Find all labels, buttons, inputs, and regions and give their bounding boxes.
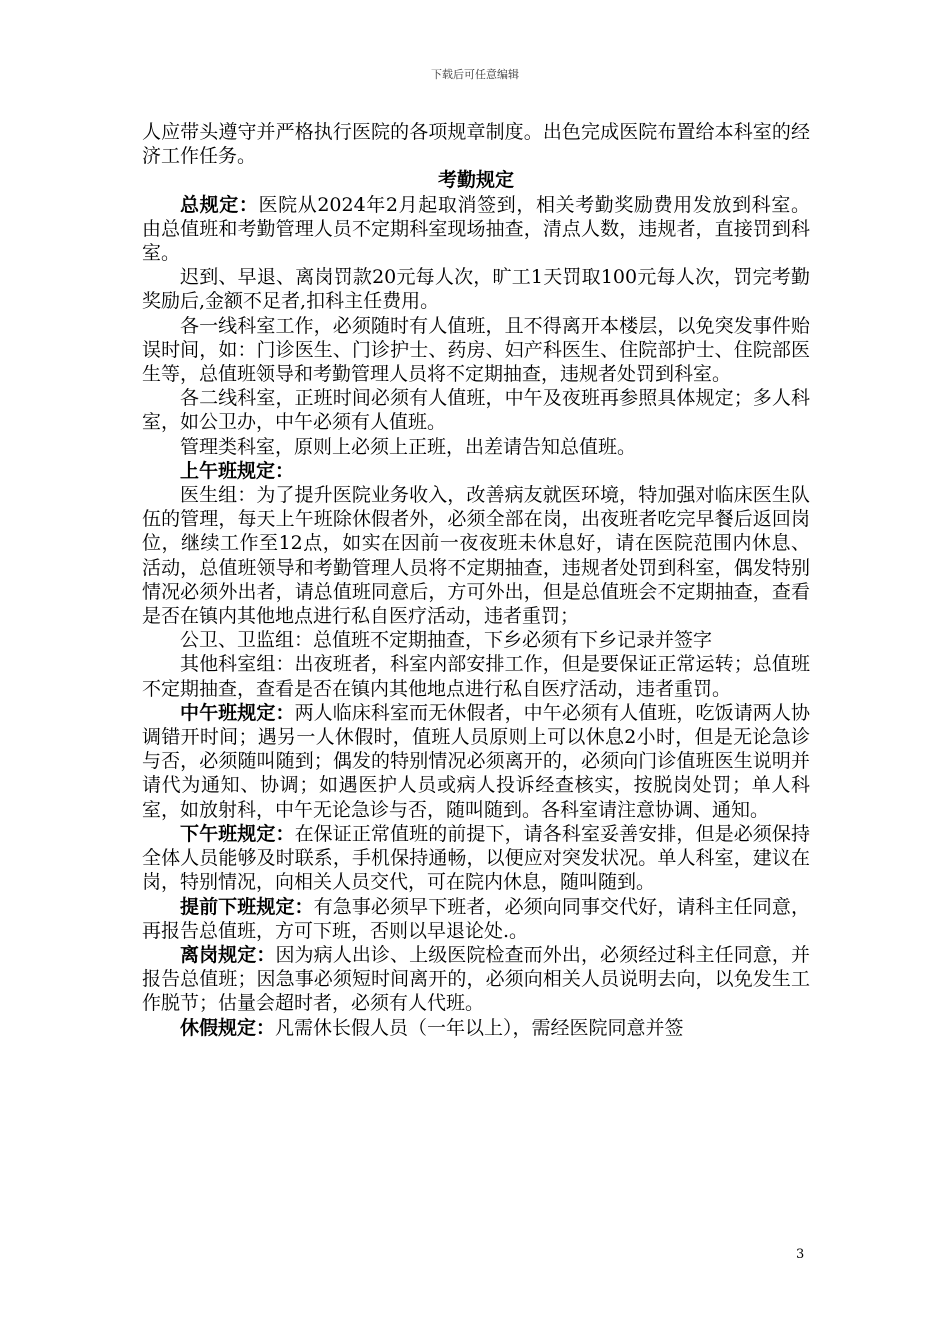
page-number: 3 (796, 1247, 805, 1262)
paragraph-lead: 提前下班规定： (180, 895, 314, 918)
paragraph-public-health (142, 628, 810, 652)
paragraph-penalty (142, 265, 810, 313)
paragraph-text: 人应带头遵守并严格执行医院的各项规章制度。出色完成医院布置给本科室的经济工作任务。 (142, 121, 810, 168)
section-title: 考勤规定 (437, 169, 514, 192)
paragraph-text: 其他科室组：出夜班者，科室内部安排工作，但是要保证正常运转；总值班不定期抽查，查看是否在镇内其他地点进行私自医疗活动，违者重罚。 (142, 653, 810, 700)
paragraph-lead: 总规定： (180, 193, 259, 216)
paragraph-general-rule (142, 193, 810, 266)
paragraph-text: 医生组：为了提升医院业务收入，改善病友就医环境，特加强对临床医生队伍的管理，每天上午班除休假者外，必须全部在岗，出夜班者吃完早餐后返回岗位，继续工作至12点，如实在因前一夜夜班未休息好，请在医院范围内休息、活动，总值班领导和考勤管理人员将不定期抽查，违规者处罚到科室，偶发特别情况必须外出者，请总值班同意后，方可外出，但是总值班会不定期抽查，查看是否在镇内其他地点进行私自医疗活动，违者重罚； (142, 484, 810, 628)
paragraph-frontline (142, 314, 810, 387)
paragraph-noon-rule (142, 701, 810, 822)
page-header: 下载后可任意编辑 (431, 68, 519, 81)
paragraph-text: 因为病人出诊、上级医院检查而外出，必须经过科主任同意，并报告总值班；因急事必须短时间离开的，必须向相关人员说明去向，以免发生工作脱节；估量会超时者，必须有人代班。 (142, 943, 810, 1015)
paragraph-text: 医院从2024年2月起取消签到，相关考勤奖励费用发放到科室。由总值班和考勤管理人员不定期科室现场抽查，清点人数，违规者，直接罚到科室。 (142, 193, 810, 265)
paragraph-text: 公卫、卫监组：总值班不定期抽查，下乡必须有下乡记录并签字 (180, 629, 713, 652)
paragraph-afternoon-rule (142, 822, 810, 895)
paragraph-text: 迟到、早退、离岗罚款20元每人次，旷工1天罚取100元每人次，罚完考勤奖励后,金额不足者,扣科主任费用。 (142, 266, 810, 313)
paragraph-text: 管理类科室，原则上必须上正班，出差请告知总值班。 (180, 435, 637, 458)
paragraph-morning-heading (142, 459, 810, 483)
paragraph-text: 有急事必须早下班者，必须向同事交代好，请科主任同意，再报告总值班，方可下班，否则以早退论处.。 (142, 895, 810, 942)
document-body (142, 120, 810, 1040)
paragraph-0 (142, 120, 810, 168)
paragraph-text: 两人临床科室而无休假者，中午必须有人值班，吃饭请两人协调错开时间；遇另一人休假时，值班人员原则上可以休息2小时，但是无论急诊与否，必须随叫随到；偶发的特别情况必须离开的，必须向门诊值班医生说明并请代为通知、协调；如遇医护人员或病人投诉经查核实，按脱岗处罚；单人科室，如放射科，中午无论急诊与否，随叫随到。各科室请注意协调、通知。 (142, 701, 810, 821)
paragraph-secondline (142, 386, 810, 434)
paragraph-management (142, 435, 810, 459)
paragraph-text: 在保证正常值班的前提下，请各科室妥善安排，但是必须保持全体人员能够及时联系，手机保持通畅，以便应对突发状况。单人科室，建议在岗，特别情况，向相关人员交代，可在院内休息，随叫随到。 (142, 822, 810, 894)
paragraph-doctor-group (142, 483, 810, 628)
paragraph-lead: 休假规定： (180, 1016, 276, 1039)
paragraph-lead: 下午班规定： (180, 822, 295, 845)
paragraph-text: 各二线科室，正班时间必须有人值班，中午及夜班再参照具体规定；多人科室，如公卫办，中午必须有人值班。 (142, 387, 810, 434)
paragraph-text: 凡需休长假人员（一年以上），需经医院同意并签 (275, 1016, 684, 1039)
paragraph-early-leave-rule (142, 895, 810, 943)
paragraph-other-dept (142, 652, 810, 700)
paragraph-vacation-rule (142, 1016, 810, 1040)
paragraph-lead: 上午班规定： (180, 459, 295, 482)
paragraph-absence-rule (142, 943, 810, 1016)
paragraph-lead: 离岗规定： (180, 943, 276, 966)
paragraph-lead: 中午班规定： (180, 701, 295, 724)
paragraph-text: 各一线科室工作，必须随时有人值班，且不得离开本楼层，以免突发事件贻误时间，如：门诊医生、门诊护士、药房、妇产科医生、住院部护士、住院部医生等，总值班领导和考勤管理人员将不定期抽查，违规者处罚到科室。 (142, 314, 810, 386)
